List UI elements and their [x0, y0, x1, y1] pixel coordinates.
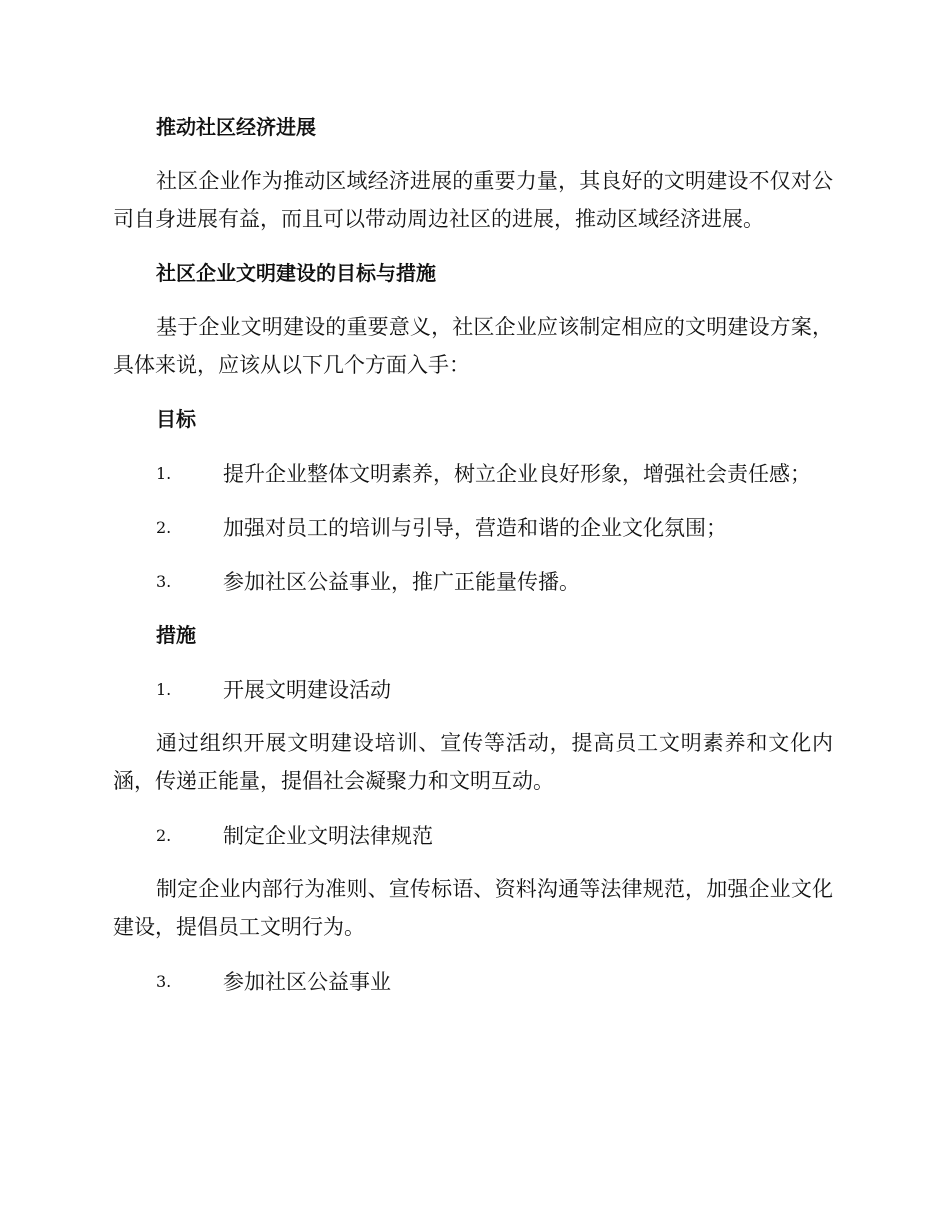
list-number: 2.: [156, 825, 172, 845]
paragraph-intro: 基于企业文明建设的重要意义，社区企业应该制定相应的文明建设方案，具体来说，应该从以下几个方面入手：: [113, 315, 833, 377]
measure-desc-1: 通过组织开展文明建设培训、宣传等活动，提高员工文明素养和文化内涵，传递正能量，提倡社会凝聚力和文明互动。: [113, 731, 833, 793]
goal-item-2: [113, 508, 833, 546]
list-number: 3.: [156, 971, 172, 991]
heading-goals-measures: 社区企业文明建设的目标与措施: [156, 261, 436, 285]
heading-measures: 措施: [156, 623, 196, 647]
goal-item-1: [113, 454, 833, 492]
measure-item-3: [113, 962, 833, 1000]
goal-item-3: [113, 562, 833, 600]
list-text: 加强对员工的培训与引导，营造和谐的企业文化氛围；: [223, 516, 727, 540]
document-body: [113, 108, 833, 1000]
list-number: 1.: [156, 679, 172, 699]
list-text: 制定企业文明法律规范: [223, 824, 433, 848]
list-number: 2.: [156, 517, 172, 537]
list-text: 提升企业整体文明素养，树立企业良好形象，增强社会责任感；: [223, 462, 811, 486]
measure-item-2: [113, 816, 833, 854]
list-text: 开展文明建设活动: [223, 678, 391, 702]
list-number: 3.: [156, 571, 172, 591]
measure-desc-2: 制定企业内部行为准则、宣传标语、资料沟通等法律规范，加强企业文化建设，提倡员工文明行为。: [113, 877, 833, 939]
heading-economy: 推动社区经济进展: [156, 115, 316, 139]
list-text: 参加社区公益事业，推广正能量传播。: [223, 570, 580, 594]
paragraph-economy: 社区企业作为推动区域经济进展的重要力量，其良好的文明建设不仅对公司自身进展有益，而且可以带动周边社区的进展，推动区域经济进展。: [113, 169, 833, 231]
list-text: 参加社区公益事业: [223, 970, 391, 994]
measure-item-1: [113, 670, 833, 708]
list-number: 1.: [156, 463, 172, 483]
heading-goals: 目标: [156, 407, 196, 431]
